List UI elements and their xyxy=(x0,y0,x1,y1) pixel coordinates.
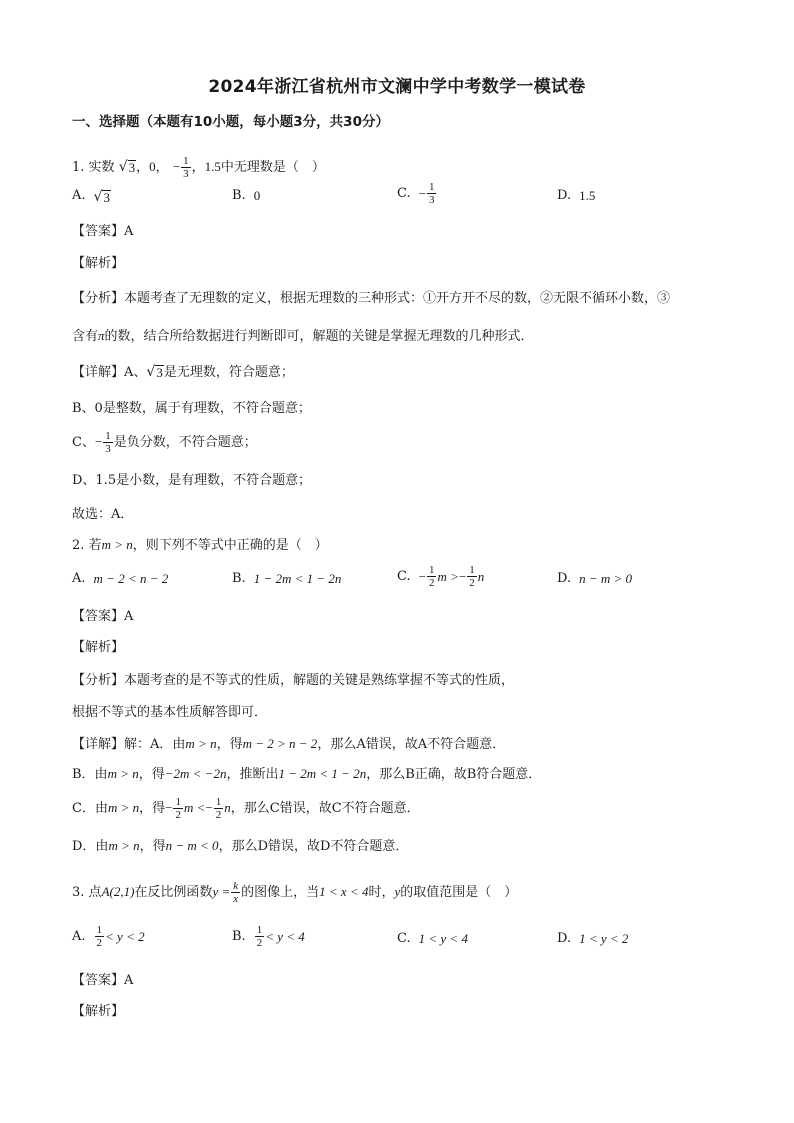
option-d[interactable]: D. 1 < y < 2 xyxy=(557,931,629,946)
question-2-stem: 2. 若m > n，则下列不等式中正确的是（ ） xyxy=(72,537,328,553)
question-1-detail-a: 【详解】A、 √ 3 是无理数，符合题意； xyxy=(72,364,294,380)
option-a[interactable]: A. √ 3 xyxy=(72,188,110,205)
question-1-conclusion: 故选：A． xyxy=(72,507,134,522)
option-a[interactable]: A. $\frac{1}{2}$ < y < 2 xyxy=(72,924,145,949)
question-1-detail-d: D、1.5是小数，是有理数，不符合题意； xyxy=(72,473,312,488)
question-1-answer: 【答案】A xyxy=(72,224,134,239)
question-3-options xyxy=(72,924,732,960)
option-c[interactable]: C. − $\frac{1}{2}$ m > − $\frac{1}{2}$ n xyxy=(397,564,485,589)
question-1-detail-b: B、0是整数，属于有理数，不符合题意； xyxy=(72,401,311,416)
section-heading: 一、选择题（本题有10小题，每小题3分，共30分） xyxy=(72,114,389,130)
option-d[interactable]: D. 1.5 xyxy=(557,188,596,203)
sqrt-3: √ 3 xyxy=(118,159,136,175)
question-1-analysis-line-1: 【分析】本题考查了无理数的定义，根据无理数的三种形式：①开方开不尽的数，②无限不循环小数，③ xyxy=(72,291,671,306)
fraction-one-third: $\frac{1}{3}$ xyxy=(183,155,189,180)
question-3-stem: 3. 点A(2,1)在反比例函数y = $\frac{k}{x}$ 的图像上，当1 < x < 4时，y的取值范围是（ ） xyxy=(72,880,518,905)
question-2-analysis-line-2: 根据不等式的基本性质解答即可． xyxy=(72,705,268,720)
option-b[interactable]: B. $\frac{1}{2}$ < y < 4 xyxy=(232,924,305,949)
question-2-answer: 【答案】A xyxy=(72,609,134,624)
option-c[interactable]: C. 1 < y < 4 xyxy=(397,931,468,946)
page-title: 2024年浙江省杭州市文澜中学中考数学一模试卷 xyxy=(208,77,586,97)
question-1-analysis-line-2: 含有π的数，结合所给数据进行判断即可，解题的关键是掌握无理数的几种形式． xyxy=(72,328,534,344)
option-d[interactable]: D. n − m > 0 xyxy=(557,571,633,586)
question-3-answer: 【答案】A xyxy=(72,973,134,988)
question-2-jiexi: 【解析】 xyxy=(72,640,125,655)
question-2-detail-a: 【详解】解：A．由m > n，得m − 2 > n − 2，那么A错误，故A不符合题意． xyxy=(72,736,506,752)
option-a[interactable]: A. m − 2 < n − 2 xyxy=(72,571,169,586)
question-2-detail-b: B．由m > n，得−2m < −2n，推断出1 − 2m < 1 − 2n，那么B正确，故B符合题意． xyxy=(72,766,542,782)
question-2-detail-d: D．由m > n，得n − m < 0，那么D错误，故D不符合题意． xyxy=(72,838,409,854)
question-2-options xyxy=(72,564,732,600)
question-1-stem: 1. 实数 √ 3 ，0， − $\frac{1}{3}$ ，1.5中无理数是（ ） xyxy=(72,155,325,180)
question-2-detail-c: C．由m > n，得− $\frac{1}{2}$ m <− $\frac{1}{2}$ n，那么C错误，故C不符合题意． xyxy=(72,796,420,821)
option-b[interactable]: B. 0 xyxy=(232,188,261,203)
option-b[interactable]: B. 1 − 2m < 1 − 2n xyxy=(232,571,342,586)
question-3-jiexi: 【解析】 xyxy=(72,1004,125,1019)
option-c[interactable]: C. − $\frac{1}{3}$ xyxy=(397,181,435,206)
question-1-options xyxy=(72,181,732,217)
question-2-analysis-line-1: 【分析】本题考查的是不等式的性质，解题的关键是熟练掌握不等式的性质， xyxy=(72,673,515,688)
question-1-jiexi: 【解析】 xyxy=(72,256,125,271)
question-1-detail-c: C、− $\frac{1}{3}$ 是负分数，不符合题意； xyxy=(72,430,257,455)
